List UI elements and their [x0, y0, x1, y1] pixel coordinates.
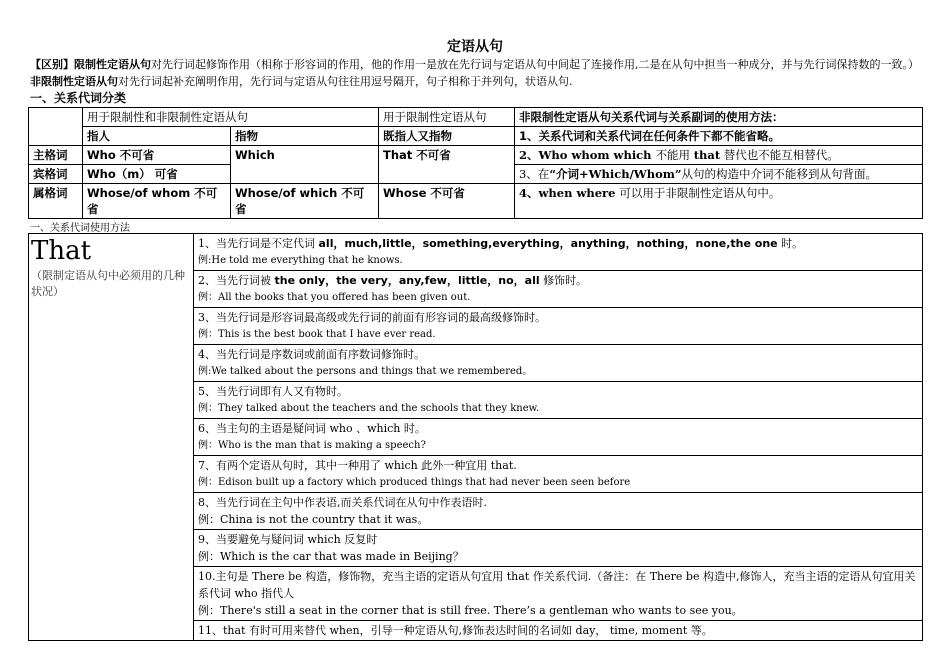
intro-term-restrictive: 限制性定语从句 — [74, 58, 151, 71]
that-usage-table — [28, 233, 923, 641]
rule-text-pre: 5、当先行词即有人又有物时。 — [198, 385, 348, 398]
cell-that: That 不可省 — [379, 146, 515, 184]
rule-cell — [194, 308, 923, 345]
row-subject: 主格词 — [29, 146, 83, 165]
cell-who: Who 不可省 — [83, 146, 231, 165]
rule-text-pre: 3、当先行词是形容词最高级或先行词的前面有形容词的最高级修饰时。 — [198, 311, 546, 324]
rule-text — [198, 346, 918, 363]
rule-text-pre: 4、当先行词是序数词或前面有序数词修饰时。 — [198, 348, 425, 361]
rule-example: 例：There's still a seat in the corner that is still free. There’s a gentleman who wants to see you。 — [198, 604, 743, 617]
usage-2-text: 不能用 — [655, 148, 694, 162]
intro-text-nonrestrictive: 对先行词起补充阐明作用，先行词与定语从句往往用逗号隔开，句子相称于并列句，状语从句. — [118, 75, 573, 88]
that-label-cell — [29, 234, 194, 641]
rule-example: 例：They talked about the teachers and the schools that they knew. — [198, 403, 540, 414]
col-thing: 指物 — [231, 127, 379, 146]
usage-3-text: 3、在 — [519, 167, 550, 181]
usage-2-that: that — [693, 148, 721, 162]
rule-example: 例:We talked about the persons and things that we remembered。 — [198, 366, 533, 377]
rule-text — [198, 272, 918, 289]
rule-text-pre: 6、当主句的主语是疑问词 who 、which 时。 — [198, 422, 426, 435]
rule-text — [198, 309, 918, 326]
intro-paragraph — [30, 56, 922, 90]
header-usage: 非限制性定语从句关系代词与关系副词的使用方法： — [515, 108, 923, 127]
page-title: 定语从句 — [447, 39, 503, 55]
usage-2 — [515, 146, 923, 165]
rule-example: 例:He told me everything that he knows. — [198, 255, 403, 266]
cell-whom: Who（m） 可省 — [83, 165, 231, 184]
rule-text-pre: 9、当要避免与疑问词 which 反复时 — [198, 533, 378, 546]
rule-example: 例：Edison built up a factory which produced things that had never been seen before — [198, 477, 631, 488]
section-heading-1: 一、关系代词分类 — [30, 91, 127, 105]
rule-text — [198, 622, 918, 639]
usage-4-text: 可以用于非限制性定语从句中。 — [619, 186, 781, 200]
usage-2-bold: 2、Who whom which — [519, 148, 656, 162]
rule-example: 例：Which is the car that was made in Beijing？ — [198, 550, 464, 563]
table-row — [29, 234, 923, 271]
usage-2-tail: 替代也不能互相替代。 — [720, 148, 839, 162]
rule-example: 例：China is not the country that it was。 — [198, 513, 429, 526]
relative-pronoun-table — [28, 107, 923, 219]
cell-whose: Whose 不可省 — [379, 184, 515, 219]
rule-cell — [194, 621, 923, 641]
rule-example: 例：Who is the man that is making a speech? — [198, 440, 426, 451]
row-object: 宾格词 — [29, 165, 83, 184]
rule-example: 例：All the books that you offered has been given out. — [198, 292, 471, 303]
rule-text-pre: 1、当先行词是不定代词 — [198, 237, 319, 250]
rule-text-post: 修饰时。 — [539, 274, 588, 287]
rule-cell — [194, 530, 923, 567]
rule-text-pre: 2、当先行词被 — [198, 274, 275, 287]
usage-1: 1、关系代词和关系代词在任何条件下都不能省略。 — [515, 127, 923, 146]
table-row — [29, 108, 923, 127]
table-row — [29, 184, 923, 219]
rule-cell — [194, 234, 923, 271]
col-person: 指人 — [83, 127, 231, 146]
that-heading: That — [31, 236, 92, 266]
rule-text-pre: 7、有两个定语从句时，其中一种用了 which 此外一种宜用 that. — [198, 459, 517, 472]
usage-3-bold: “介词+Which/Whom” — [549, 167, 682, 181]
intro-tag: 【区别】 — [30, 58, 74, 71]
rule-cell — [194, 456, 923, 493]
rule-text-keywords: all，much,little，something,everything，anything，nothing，none,the one — [318, 237, 778, 250]
usage-4-bold: 4、when where — [519, 186, 620, 200]
rule-text-pre: 8、当先行词在主句中作表语,而关系代词在从句中作表语时. — [198, 496, 487, 509]
cell-which: Which — [231, 146, 379, 184]
rule-text-keywords: the only，the very，any,few，little，no，all — [274, 274, 540, 287]
row-possessive: 属格词 — [29, 184, 83, 219]
rule-text — [198, 531, 918, 548]
table-row — [29, 127, 923, 146]
cell-whose-which: Whose/of which 不可省 — [231, 184, 379, 219]
that-note: （限制定语从句中必须用的几种状况） — [31, 269, 185, 298]
rule-text — [198, 420, 918, 437]
rule-text-pre: 11、that 有时可用来替代 when，引导一种定语从句,修饰表达时间的名词如 day， time, moment 等。 — [198, 624, 713, 637]
rule-cell — [194, 493, 923, 530]
intro-text-restrictive: 对先行词起修饰作用（相称于形容词的作用，他的作用一是放在先行词与定语从句中间起了连接作用,二是在从句中担当一种成分，并与先行词保持数的一致。） — [151, 58, 919, 71]
rule-text — [198, 457, 918, 474]
header-both-clauses: 用于限制性和非限制性定语从句 — [83, 108, 379, 127]
table-corner — [29, 108, 83, 146]
header-restrictive: 用于限制性定语从句 — [379, 108, 515, 127]
rule-text — [198, 568, 918, 602]
col-person-or-thing: 既指人又指物 — [379, 127, 515, 146]
rule-text-pre: 10.主句是 There be 构造，修饰物，充当主语的定语从句宜用 that 作关系代词.（备注：在 There be 构造中,修饰人，充当主语的定语从句宜用关系代词 who 指代人 — [198, 570, 916, 600]
intro-term-nonrestrictive: 非限制性定语从句 — [30, 75, 118, 88]
rule-cell — [194, 345, 923, 382]
rule-cell — [194, 271, 923, 308]
cell-whose-whom: Whose/of whom 不可省 — [83, 184, 231, 219]
rule-cell — [194, 419, 923, 456]
rule-text — [198, 494, 918, 511]
section-heading-2: 一、关系代词使用方法 — [30, 223, 130, 234]
rule-text-post: 时。 — [777, 237, 804, 250]
table-row — [29, 146, 923, 165]
rule-example: 例：This is the best book that I have ever read. — [198, 329, 436, 340]
usage-4 — [515, 184, 923, 219]
usage-3 — [515, 165, 923, 184]
rule-text — [198, 235, 918, 252]
rule-cell — [194, 567, 923, 621]
rule-text — [198, 383, 918, 400]
rule-cell — [194, 382, 923, 419]
rules-body — [29, 234, 923, 641]
usage-3-tail: 从句的构造中介词不能移到从句背面。 — [681, 167, 878, 181]
